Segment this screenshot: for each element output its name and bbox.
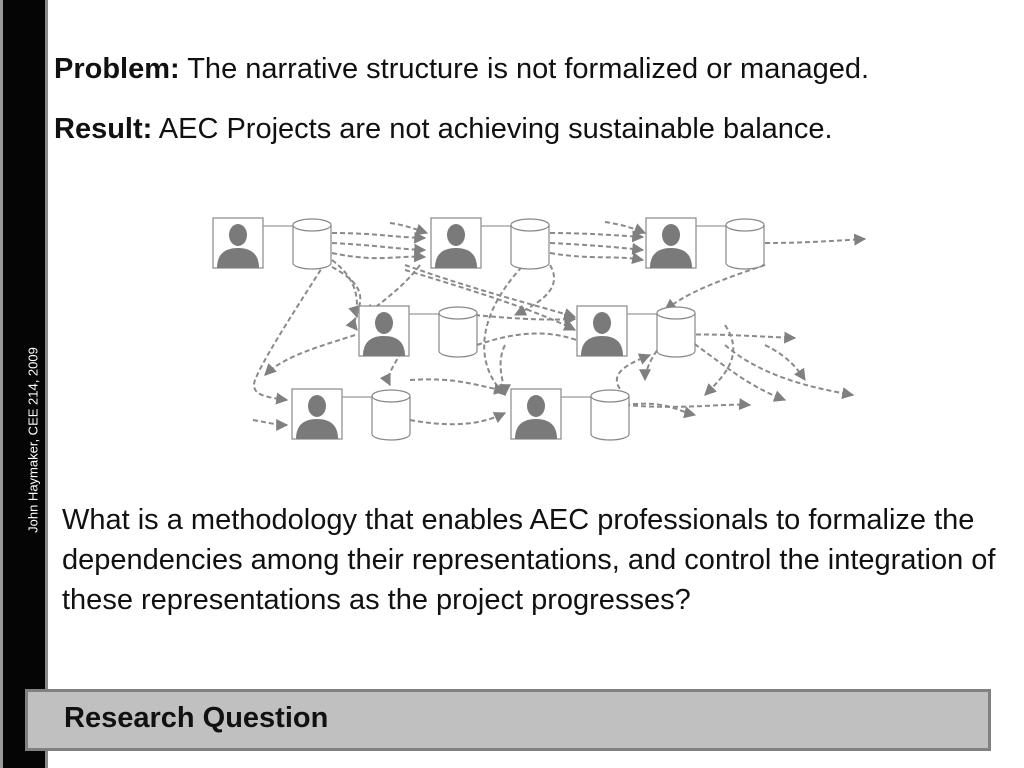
- author-credit: John Haymaker, CEE 214, 2009: [25, 347, 41, 533]
- database-icon: [511, 219, 549, 269]
- database-icon: [591, 390, 629, 440]
- database-icon: [726, 219, 764, 269]
- narrative-dependency-diagram: [205, 205, 875, 455]
- database-icon: [657, 307, 695, 357]
- database-icon: [439, 307, 477, 357]
- person-icon: [646, 218, 696, 268]
- problem-text: The narrative structure is not formalized or managed.: [179, 53, 870, 85]
- result-label: Result:: [54, 113, 153, 145]
- database-icon: [372, 390, 410, 440]
- person-icon: [213, 218, 263, 268]
- footer-title: Research Question: [64, 702, 329, 734]
- problem-statement: [54, 53, 869, 86]
- database-icon: [293, 219, 331, 269]
- person-icon: [359, 306, 409, 356]
- person-icon: [292, 389, 342, 439]
- result-text: AEC Projects are not achieving sustainable balance.: [152, 113, 833, 145]
- result-statement: [54, 113, 833, 146]
- footer-bar: [25, 689, 991, 751]
- person-icon: [511, 389, 561, 439]
- problem-label: Problem:: [54, 53, 180, 85]
- sidebar: [0, 0, 48, 768]
- person-icon: [577, 306, 627, 356]
- person-icon: [431, 218, 481, 268]
- research-question-text: What is a methodology that enables AEC professionals to formalize the dependencies among their representations, and control the integration of these representations as the project progresses?: [62, 504, 996, 616]
